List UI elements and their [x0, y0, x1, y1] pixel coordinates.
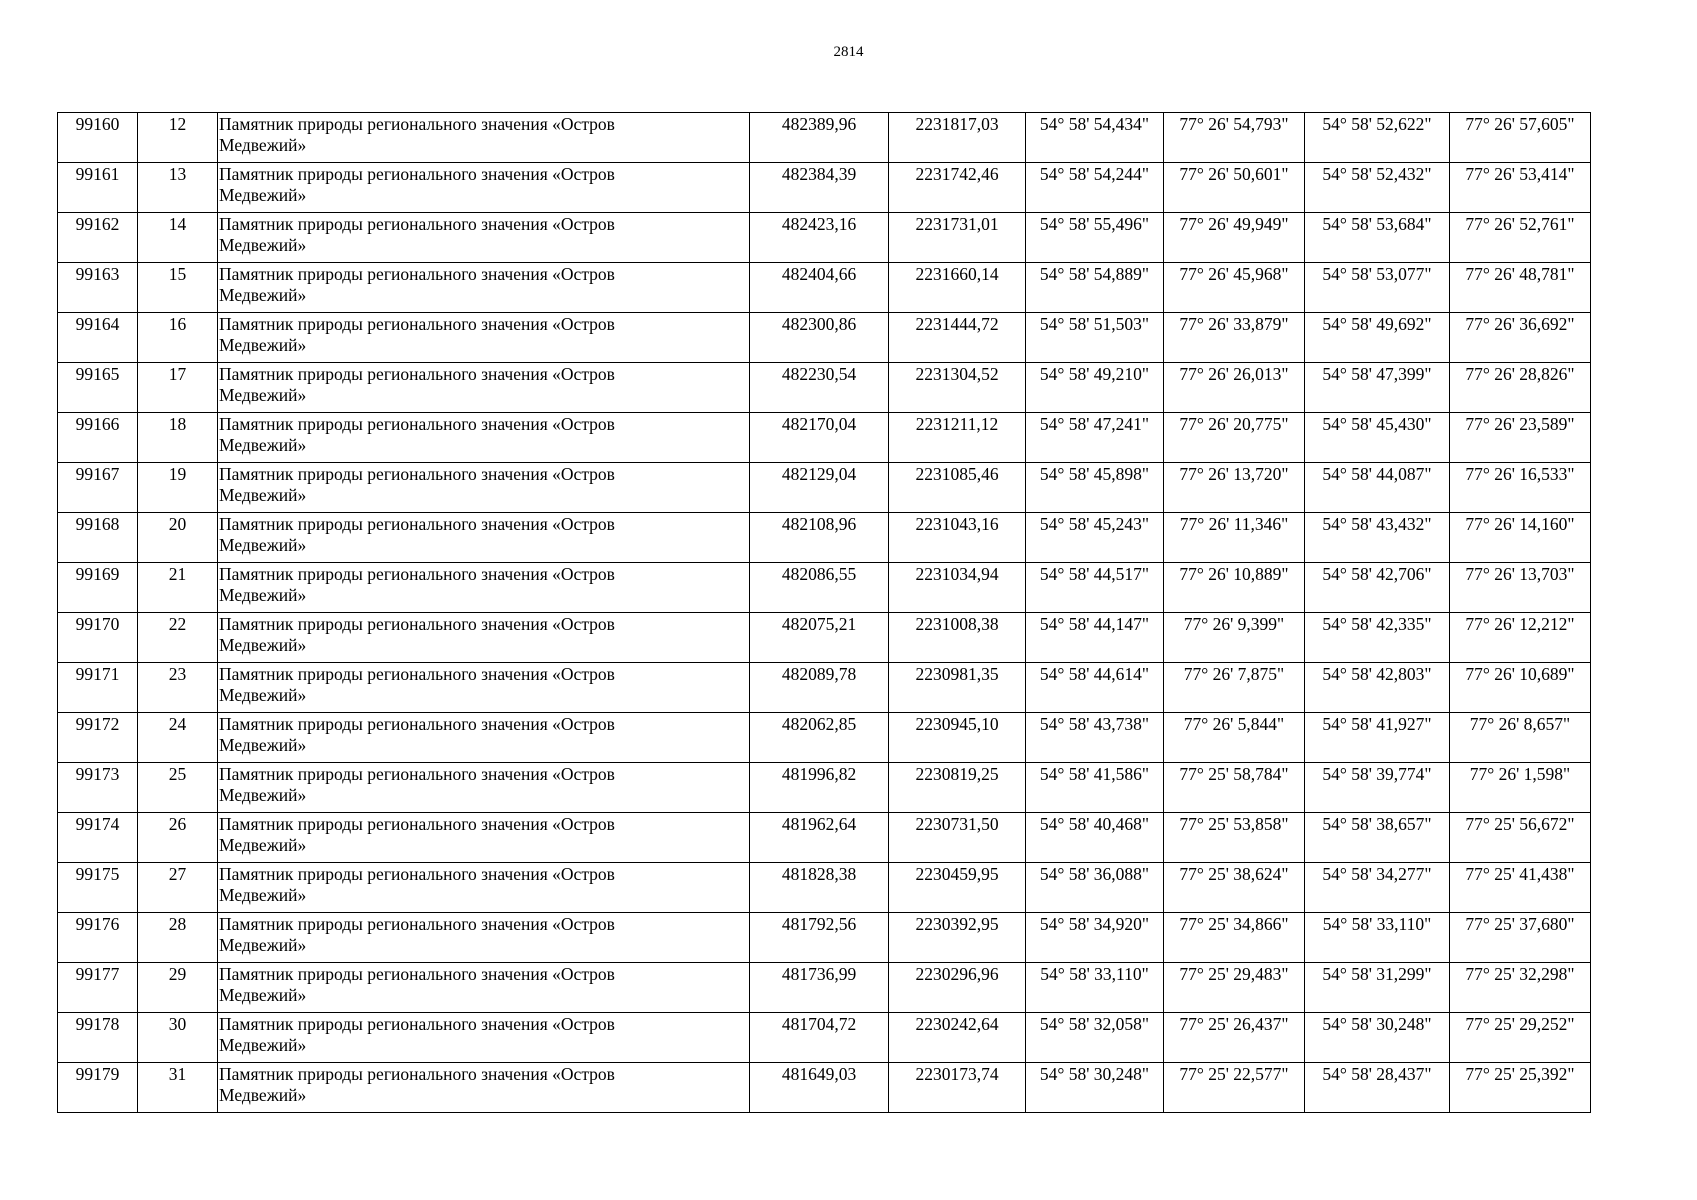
cell-y-coordinate: 2231742,46 — [889, 163, 1026, 213]
cell-latitude-2: 54° 58' 33,110" — [1305, 913, 1450, 963]
cell-longitude-2: 77° 26' 1,598" — [1450, 763, 1591, 813]
cell-y-coordinate: 2231085,46 — [889, 463, 1026, 513]
cell-id: 99173 — [58, 763, 138, 813]
cell-longitude-1: 77° 26' 10,889" — [1164, 563, 1305, 613]
cell-y-coordinate: 2231731,01 — [889, 213, 1026, 263]
cell-longitude-1: 77° 25' 22,577" — [1164, 1063, 1305, 1113]
cell-object-name: Памятник природы регионального значения «Остров Медвежий» — [218, 563, 750, 613]
cell-x-coordinate: 482075,21 — [750, 613, 889, 663]
cell-longitude-2: 77° 26' 23,589" — [1450, 413, 1591, 463]
cell-longitude-2: 77° 26' 36,692" — [1450, 313, 1591, 363]
cell-object-name: Памятник природы регионального значения «Остров Медвежий» — [218, 313, 750, 363]
cell-point-number: 18 — [138, 413, 218, 463]
cell-x-coordinate: 482089,78 — [750, 663, 889, 713]
cell-latitude-1: 54° 58' 36,088" — [1026, 863, 1164, 913]
cell-point-number: 19 — [138, 463, 218, 513]
cell-latitude-1: 54° 58' 54,434" — [1026, 113, 1164, 163]
table-row — [58, 513, 1591, 563]
cell-y-coordinate: 2230296,96 — [889, 963, 1026, 1013]
cell-y-coordinate: 2231211,12 — [889, 413, 1026, 463]
cell-object-name: Памятник природы регионального значения «Остров Медвежий» — [218, 713, 750, 763]
cell-y-coordinate: 2230819,25 — [889, 763, 1026, 813]
cell-longitude-2: 77° 26' 10,689" — [1450, 663, 1591, 713]
cell-y-coordinate: 2231043,16 — [889, 513, 1026, 563]
table-row — [58, 863, 1591, 913]
cell-longitude-2: 77° 26' 48,781" — [1450, 263, 1591, 313]
cell-id: 99176 — [58, 913, 138, 963]
cell-id: 99171 — [58, 663, 138, 713]
cell-latitude-1: 54° 58' 49,210" — [1026, 363, 1164, 413]
cell-point-number: 24 — [138, 713, 218, 763]
cell-id: 99163 — [58, 263, 138, 313]
cell-longitude-1: 77° 26' 11,346" — [1164, 513, 1305, 563]
cell-latitude-1: 54° 58' 40,468" — [1026, 813, 1164, 863]
cell-longitude-1: 77° 26' 13,720" — [1164, 463, 1305, 513]
cell-longitude-1: 77° 26' 50,601" — [1164, 163, 1305, 213]
cell-x-coordinate: 482230,54 — [750, 363, 889, 413]
cell-point-number: 22 — [138, 613, 218, 663]
cell-longitude-1: 77° 26' 7,875" — [1164, 663, 1305, 713]
cell-point-number: 14 — [138, 213, 218, 263]
cell-point-number: 23 — [138, 663, 218, 713]
cell-x-coordinate: 482086,55 — [750, 563, 889, 613]
cell-latitude-2: 54° 58' 44,087" — [1305, 463, 1450, 513]
cell-x-coordinate: 481649,03 — [750, 1063, 889, 1113]
cell-y-coordinate: 2230731,50 — [889, 813, 1026, 863]
cell-latitude-1: 54° 58' 41,586" — [1026, 763, 1164, 813]
cell-id: 99167 — [58, 463, 138, 513]
cell-object-name: Памятник природы регионального значения «Остров Медвежий» — [218, 113, 750, 163]
cell-longitude-1: 77° 26' 45,968" — [1164, 263, 1305, 313]
cell-longitude-2: 77° 26' 57,605" — [1450, 113, 1591, 163]
cell-latitude-1: 54° 58' 44,517" — [1026, 563, 1164, 613]
table-row — [58, 713, 1591, 763]
cell-longitude-2: 77° 26' 13,703" — [1450, 563, 1591, 613]
table-row — [58, 963, 1591, 1013]
cell-longitude-2: 77° 25' 29,252" — [1450, 1013, 1591, 1063]
cell-y-coordinate: 2231304,52 — [889, 363, 1026, 413]
cell-y-coordinate: 2230945,10 — [889, 713, 1026, 763]
cell-latitude-1: 54° 58' 30,248" — [1026, 1063, 1164, 1113]
cell-latitude-2: 54° 58' 47,399" — [1305, 363, 1450, 413]
cell-longitude-2: 77° 26' 14,160" — [1450, 513, 1591, 563]
cell-longitude-1: 77° 25' 34,866" — [1164, 913, 1305, 963]
table-row — [58, 463, 1591, 513]
cell-latitude-2: 54° 58' 38,657" — [1305, 813, 1450, 863]
cell-id: 99179 — [58, 1063, 138, 1113]
table-row — [58, 363, 1591, 413]
cell-x-coordinate: 482062,85 — [750, 713, 889, 763]
cell-x-coordinate: 482389,96 — [750, 113, 889, 163]
cell-id: 99164 — [58, 313, 138, 363]
table-row — [58, 263, 1591, 313]
cell-longitude-1: 77° 25' 38,624" — [1164, 863, 1305, 913]
cell-latitude-1: 54° 58' 44,614" — [1026, 663, 1164, 713]
cell-latitude-2: 54° 58' 52,622" — [1305, 113, 1450, 163]
cell-longitude-2: 77° 25' 37,680" — [1450, 913, 1591, 963]
cell-id: 99178 — [58, 1013, 138, 1063]
cell-x-coordinate: 482129,04 — [750, 463, 889, 513]
cell-longitude-2: 77° 26' 12,212" — [1450, 613, 1591, 663]
cell-latitude-1: 54° 58' 34,920" — [1026, 913, 1164, 963]
cell-latitude-1: 54° 58' 33,110" — [1026, 963, 1164, 1013]
cell-x-coordinate: 482108,96 — [750, 513, 889, 563]
cell-longitude-1: 77° 25' 58,784" — [1164, 763, 1305, 813]
cell-point-number: 21 — [138, 563, 218, 613]
cell-point-number: 26 — [138, 813, 218, 863]
cell-longitude-2: 77° 26' 53,414" — [1450, 163, 1591, 213]
cell-y-coordinate: 2231660,14 — [889, 263, 1026, 313]
cell-object-name: Памятник природы регионального значения «Остров Медвежий» — [218, 363, 750, 413]
table-row — [58, 813, 1591, 863]
cell-longitude-2: 77° 26' 8,657" — [1450, 713, 1591, 763]
cell-y-coordinate: 2231817,03 — [889, 113, 1026, 163]
cell-id: 99161 — [58, 163, 138, 213]
cell-id: 99175 — [58, 863, 138, 913]
cell-longitude-1: 77° 26' 54,793" — [1164, 113, 1305, 163]
cell-y-coordinate: 2230173,74 — [889, 1063, 1026, 1113]
cell-y-coordinate: 2230981,35 — [889, 663, 1026, 713]
cell-object-name: Памятник природы регионального значения «Остров Медвежий» — [218, 263, 750, 313]
cell-object-name: Памятник природы регионального значения «Остров Медвежий» — [218, 913, 750, 963]
cell-id: 99160 — [58, 113, 138, 163]
cell-longitude-2: 77° 26' 16,533" — [1450, 463, 1591, 513]
cell-id: 99177 — [58, 963, 138, 1013]
cell-longitude-2: 77° 26' 52,761" — [1450, 213, 1591, 263]
cell-point-number: 12 — [138, 113, 218, 163]
table-row — [58, 1013, 1591, 1063]
cell-latitude-2: 54° 58' 53,684" — [1305, 213, 1450, 263]
cell-longitude-2: 77° 25' 32,298" — [1450, 963, 1591, 1013]
cell-longitude-2: 77° 26' 28,826" — [1450, 363, 1591, 413]
cell-id: 99165 — [58, 363, 138, 413]
cell-longitude-1: 77° 26' 49,949" — [1164, 213, 1305, 263]
cell-id: 99169 — [58, 563, 138, 613]
cell-id: 99168 — [58, 513, 138, 563]
cell-y-coordinate: 2230459,95 — [889, 863, 1026, 913]
cell-latitude-2: 54° 58' 28,437" — [1305, 1063, 1450, 1113]
cell-latitude-2: 54° 58' 53,077" — [1305, 263, 1450, 313]
table-row — [58, 763, 1591, 813]
cell-longitude-2: 77° 25' 25,392" — [1450, 1063, 1591, 1113]
cell-point-number: 13 — [138, 163, 218, 213]
cell-point-number: 31 — [138, 1063, 218, 1113]
cell-point-number: 15 — [138, 263, 218, 313]
table-row — [58, 313, 1591, 363]
cell-latitude-1: 54° 58' 54,889" — [1026, 263, 1164, 313]
cell-point-number: 28 — [138, 913, 218, 963]
cell-object-name: Памятник природы регионального значения «Остров Медвежий» — [218, 413, 750, 463]
table-row — [58, 113, 1591, 163]
table-row — [58, 213, 1591, 263]
cell-id: 99166 — [58, 413, 138, 463]
cell-object-name: Памятник природы регионального значения «Остров Медвежий» — [218, 763, 750, 813]
cell-object-name: Памятник природы регионального значения «Остров Медвежий» — [218, 513, 750, 563]
cell-latitude-2: 54° 58' 42,706" — [1305, 563, 1450, 613]
cell-latitude-2: 54° 58' 39,774" — [1305, 763, 1450, 813]
cell-object-name: Памятник природы регионального значения «Остров Медвежий» — [218, 213, 750, 263]
cell-y-coordinate: 2230392,95 — [889, 913, 1026, 963]
cell-longitude-1: 77° 26' 26,013" — [1164, 363, 1305, 413]
cell-object-name: Памятник природы регионального значения «Остров Медвежий» — [218, 663, 750, 713]
cell-object-name: Памятник природы регионального значения «Остров Медвежий» — [218, 1063, 750, 1113]
table-row — [58, 913, 1591, 963]
table-row — [58, 1063, 1591, 1113]
cell-id: 99174 — [58, 813, 138, 863]
cell-x-coordinate: 481736,99 — [750, 963, 889, 1013]
cell-point-number: 17 — [138, 363, 218, 413]
cell-longitude-2: 77° 25' 56,672" — [1450, 813, 1591, 863]
table-row — [58, 613, 1591, 663]
cell-id: 99172 — [58, 713, 138, 763]
table-row — [58, 163, 1591, 213]
cell-x-coordinate: 482384,39 — [750, 163, 889, 213]
cell-x-coordinate: 482404,66 — [750, 263, 889, 313]
cell-latitude-2: 54° 58' 43,432" — [1305, 513, 1450, 563]
cell-object-name: Памятник природы регионального значения «Остров Медвежий» — [218, 863, 750, 913]
cell-y-coordinate: 2231008,38 — [889, 613, 1026, 663]
cell-longitude-1: 77° 26' 20,775" — [1164, 413, 1305, 463]
cell-point-number: 29 — [138, 963, 218, 1013]
cell-latitude-1: 54° 58' 45,898" — [1026, 463, 1164, 513]
cell-x-coordinate: 482423,16 — [750, 213, 889, 263]
table-row — [58, 563, 1591, 613]
cell-latitude-2: 54° 58' 42,803" — [1305, 663, 1450, 713]
cell-object-name: Памятник природы регионального значения «Остров Медвежий» — [218, 813, 750, 863]
cell-x-coordinate: 481704,72 — [750, 1013, 889, 1063]
cell-longitude-1: 77° 26' 5,844" — [1164, 713, 1305, 763]
cell-longitude-1: 77° 25' 29,483" — [1164, 963, 1305, 1013]
cell-latitude-1: 54° 58' 47,241" — [1026, 413, 1164, 463]
cell-point-number: 30 — [138, 1013, 218, 1063]
cell-object-name: Памятник природы регионального значения «Остров Медвежий» — [218, 613, 750, 663]
cell-latitude-1: 54° 58' 44,147" — [1026, 613, 1164, 663]
cell-object-name: Памятник природы регионального значения «Остров Медвежий» — [218, 1013, 750, 1063]
table-row — [58, 663, 1591, 713]
cell-object-name: Памятник природы регионального значения «Остров Медвежий» — [218, 463, 750, 513]
cell-x-coordinate: 481792,56 — [750, 913, 889, 963]
cell-id: 99162 — [58, 213, 138, 263]
cell-point-number: 20 — [138, 513, 218, 563]
cell-latitude-1: 54° 58' 55,496" — [1026, 213, 1164, 263]
cell-latitude-2: 54° 58' 45,430" — [1305, 413, 1450, 463]
cell-latitude-1: 54° 58' 43,738" — [1026, 713, 1164, 763]
cell-x-coordinate: 481996,82 — [750, 763, 889, 813]
cell-latitude-2: 54° 58' 34,277" — [1305, 863, 1450, 913]
cell-longitude-1: 77° 25' 53,858" — [1164, 813, 1305, 863]
cell-latitude-2: 54° 58' 30,248" — [1305, 1013, 1450, 1063]
cell-latitude-2: 54° 58' 52,432" — [1305, 163, 1450, 213]
table-row — [58, 413, 1591, 463]
cell-id: 99170 — [58, 613, 138, 663]
cell-x-coordinate: 482170,04 — [750, 413, 889, 463]
cell-latitude-1: 54° 58' 45,243" — [1026, 513, 1164, 563]
cell-object-name: Памятник природы регионального значения «Остров Медвежий» — [218, 163, 750, 213]
cell-latitude-2: 54° 58' 42,335" — [1305, 613, 1450, 663]
cell-x-coordinate: 481828,38 — [750, 863, 889, 913]
table-body — [58, 113, 1591, 1113]
cell-longitude-2: 77° 25' 41,438" — [1450, 863, 1591, 913]
cell-latitude-1: 54° 58' 51,503" — [1026, 313, 1164, 363]
cell-longitude-1: 77° 26' 33,879" — [1164, 313, 1305, 363]
cell-longitude-1: 77° 26' 9,399" — [1164, 613, 1305, 663]
cell-latitude-2: 54° 58' 49,692" — [1305, 313, 1450, 363]
cell-y-coordinate: 2230242,64 — [889, 1013, 1026, 1063]
cell-latitude-1: 54° 58' 54,244" — [1026, 163, 1164, 213]
cell-longitude-1: 77° 25' 26,437" — [1164, 1013, 1305, 1063]
coordinates-table — [57, 112, 1591, 1113]
cell-point-number: 27 — [138, 863, 218, 913]
cell-point-number: 16 — [138, 313, 218, 363]
cell-point-number: 25 — [138, 763, 218, 813]
cell-latitude-1: 54° 58' 32,058" — [1026, 1013, 1164, 1063]
cell-latitude-2: 54° 58' 41,927" — [1305, 713, 1450, 763]
cell-latitude-2: 54° 58' 31,299" — [1305, 963, 1450, 1013]
cell-y-coordinate: 2231034,94 — [889, 563, 1026, 613]
cell-x-coordinate: 482300,86 — [750, 313, 889, 363]
page-number: 2814 — [833, 44, 864, 60]
cell-y-coordinate: 2231444,72 — [889, 313, 1026, 363]
cell-x-coordinate: 481962,64 — [750, 813, 889, 863]
cell-object-name: Памятник природы регионального значения «Остров Медвежий» — [218, 963, 750, 1013]
